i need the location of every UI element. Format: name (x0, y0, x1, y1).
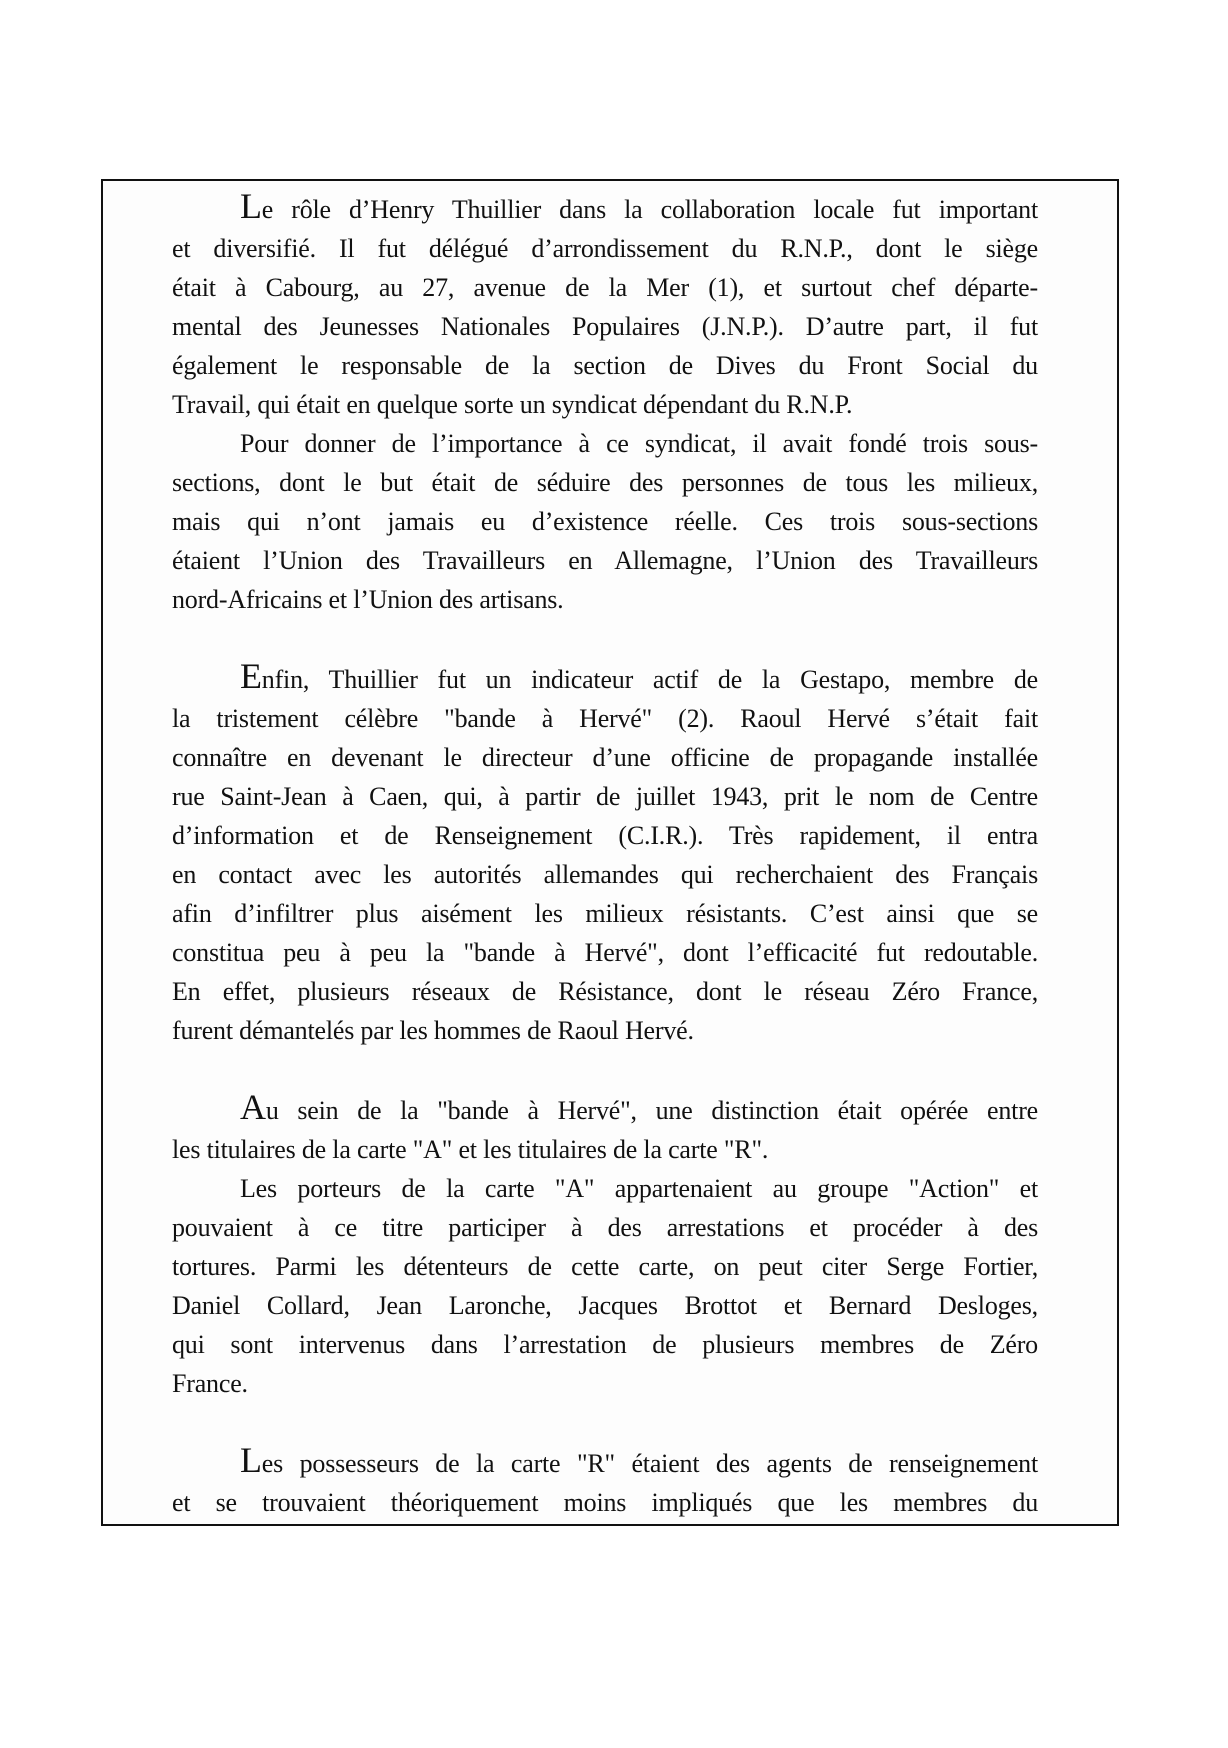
text-line: et diversifié. Il fut délégué d’arrondissement du R.N.P., dont le siège (172, 234, 1038, 263)
paragraph-spacer (172, 1403, 1038, 1444)
text-line: connaître en devenant le directeur d’une officine de propagande installée (172, 743, 1038, 772)
paragraph-3 (172, 656, 1038, 1050)
text-line: d’information et de Renseignement (C.I.R.). Très rapidement, il entra (172, 821, 1038, 850)
text-line: France. (172, 1369, 248, 1398)
paragraph-5 (172, 1169, 1038, 1403)
text-line: en contact avec les autorités allemandes qui recherchaient des Français (172, 860, 1038, 889)
text-line: furent démantelés par les hommes de Raoul Hervé. (172, 1016, 694, 1045)
paragraph-spacer (172, 1050, 1038, 1091)
body-text (172, 186, 1038, 1522)
text-line: était à Cabourg, au 27, avenue de la Mer (1), et surtout chef départe- (172, 273, 1038, 302)
drop-capital: E (240, 656, 262, 696)
text-line: Daniel Collard, Jean Laronche, Jacques Brottot et Bernard Desloges, (172, 1291, 1038, 1320)
text-line: En effet, plusieurs réseaux de Résistance, dont le réseau Zéro France, (172, 977, 1038, 1006)
text-line: Le rôle d’Henry Thuillier dans la collaboration locale fut important (240, 186, 1038, 226)
text-line: Les possesseurs de la carte "R" étaient des agents de renseignement (240, 1440, 1038, 1480)
text-line: constitua peu à peu la "bande à Hervé", dont l’efficacité fut redoutable. (172, 938, 1038, 967)
text-line: sections, dont le but était de séduire des personnes de tous les milieux, (172, 468, 1038, 497)
text-line: mental des Jeunesses Nationales Populaires (J.N.P.). D’autre part, il fut (172, 312, 1038, 341)
paragraph-2 (172, 424, 1038, 619)
text-line: étaient l’Union des Travailleurs en Allemagne, l’Union des Travailleurs (172, 546, 1038, 575)
drop-capital: L (240, 186, 262, 226)
text-line: et se trouvaient théoriquement moins impliqués que les membres du (172, 1488, 1038, 1517)
text-line: Travail, qui était en quelque sorte un syndicat dépendant du R.N.P. (172, 390, 853, 419)
drop-capital: L (240, 1440, 262, 1480)
paragraph-1 (172, 186, 1038, 424)
text-line: Pour donner de l’importance à ce syndicat, il avait fondé trois sous- (240, 429, 1038, 458)
text-line: afin d’infiltrer plus aisément les milieux résistants. C’est ainsi que se (172, 899, 1038, 928)
text-line: Au sein de la "bande à Hervé", une distinction était opérée entre (240, 1087, 1038, 1127)
drop-capital: A (240, 1087, 266, 1127)
text-line: la tristement célèbre "bande à Hervé" (2). Raoul Hervé s’était fait (172, 704, 1038, 733)
text-line: pouvaient à ce titre participer à des arrestations et procéder à des (172, 1213, 1038, 1242)
paragraph-4 (172, 1087, 1038, 1169)
text-line: mais qui n’ont jamais eu d’existence réelle. Ces trois sous-sections (172, 507, 1038, 536)
text-line: Les porteurs de la carte "A" appartenaient au groupe "Action" et (240, 1174, 1038, 1203)
text-line: également le responsable de la section de Dives du Front Social du (172, 351, 1038, 380)
text-line: qui sont intervenus dans l’arrestation de plusieurs membres de Zéro (172, 1330, 1038, 1359)
text-line: rue Saint-Jean à Caen, qui, à partir de juillet 1943, prit le nom de Centre (172, 782, 1038, 811)
paragraph-6 (172, 1440, 1038, 1522)
text-line: les titulaires de la carte "A" et les titulaires de la carte "R". (172, 1135, 769, 1164)
text-line: tortures. Parmi les détenteurs de cette carte, on peut citer Serge Fortier, (172, 1252, 1038, 1281)
paragraph-spacer (172, 619, 1038, 660)
text-line: Enfin, Thuillier fut un indicateur actif de la Gestapo, membre de (240, 656, 1038, 696)
text-line: nord-Africains et l’Union des artisans. (172, 585, 564, 614)
